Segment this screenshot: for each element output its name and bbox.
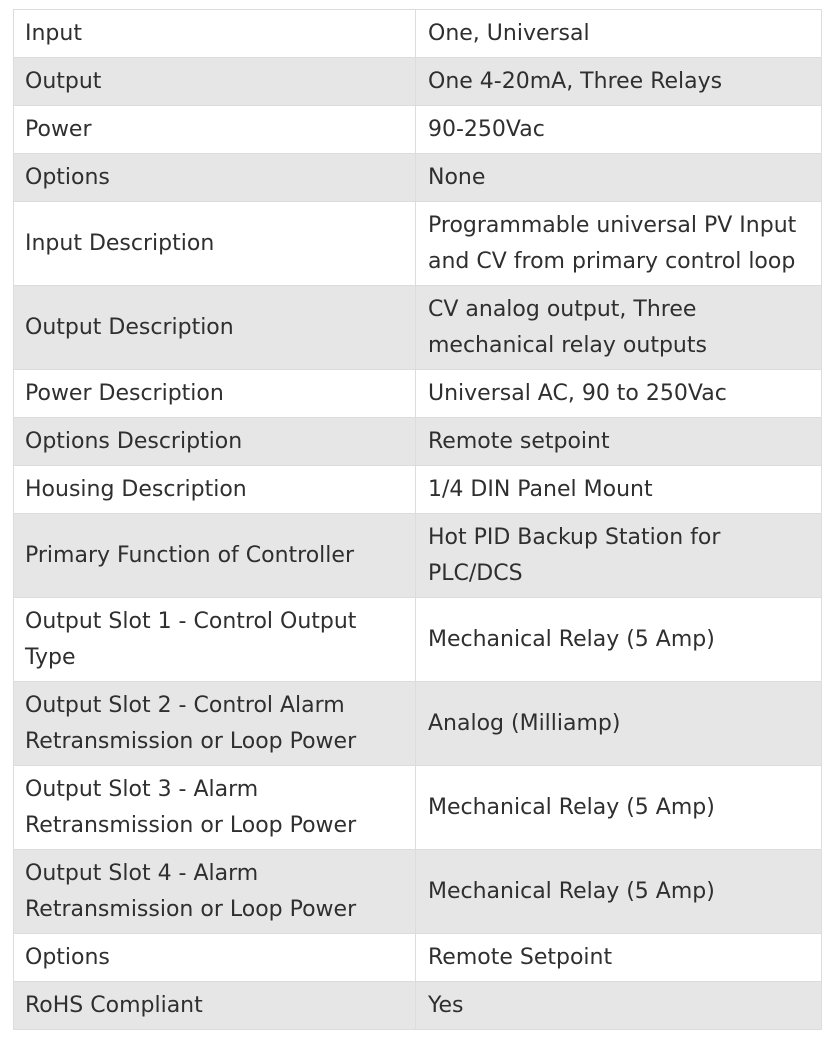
table-row bbox=[14, 58, 822, 106]
spec-label: Output Slot 4 - Alarm Retransmission or Loop Power bbox=[14, 850, 416, 934]
spec-label: Housing Description bbox=[14, 466, 416, 514]
spec-value: One 4-20mA, Three Relays bbox=[416, 58, 822, 106]
spec-label: Output bbox=[14, 58, 416, 106]
table-row bbox=[14, 934, 822, 982]
spec-value: Hot PID Backup Station for PLC/DCS bbox=[416, 514, 822, 598]
table-row bbox=[14, 982, 822, 1030]
table-row bbox=[14, 766, 822, 850]
spec-value: Remote setpoint bbox=[416, 418, 822, 466]
table-row bbox=[14, 850, 822, 934]
specifications-table bbox=[13, 9, 822, 1030]
table-row bbox=[14, 598, 822, 682]
spec-value: Remote Setpoint bbox=[416, 934, 822, 982]
spec-label: Options bbox=[14, 934, 416, 982]
spec-value: Analog (Milliamp) bbox=[416, 682, 822, 766]
spec-label: Output Slot 3 - Alarm Retransmission or Loop Power bbox=[14, 766, 416, 850]
spec-value: Yes bbox=[416, 982, 822, 1030]
spec-label: Primary Function of Controller bbox=[14, 514, 416, 598]
spec-label: Power Description bbox=[14, 370, 416, 418]
spec-label: Input Description bbox=[14, 202, 416, 286]
spec-value: Mechanical Relay (5 Amp) bbox=[416, 598, 822, 682]
spec-label: Options bbox=[14, 154, 416, 202]
table-row bbox=[14, 106, 822, 154]
spec-label: RoHS Compliant bbox=[14, 982, 416, 1030]
spec-value: Programmable universal PV Input and CV from primary control loop bbox=[416, 202, 822, 286]
table-row bbox=[14, 418, 822, 466]
spec-label: Options Description bbox=[14, 418, 416, 466]
table-row bbox=[14, 370, 822, 418]
spec-value: None bbox=[416, 154, 822, 202]
table-row bbox=[14, 466, 822, 514]
spec-value: CV analog output, Three mechanical relay outputs bbox=[416, 286, 822, 370]
spec-label: Output Description bbox=[14, 286, 416, 370]
table-row bbox=[14, 10, 822, 58]
spec-value: 1/4 DIN Panel Mount bbox=[416, 466, 822, 514]
spec-value: Universal AC, 90 to 250Vac bbox=[416, 370, 822, 418]
spec-label: Output Slot 1 - Control Output Type bbox=[14, 598, 416, 682]
spec-label: Output Slot 2 - Control Alarm Retransmission or Loop Power bbox=[14, 682, 416, 766]
table-row bbox=[14, 682, 822, 766]
spec-label: Power bbox=[14, 106, 416, 154]
spec-value: 90-250Vac bbox=[416, 106, 822, 154]
spec-value: Mechanical Relay (5 Amp) bbox=[416, 766, 822, 850]
table-row bbox=[14, 514, 822, 598]
spec-value: One, Universal bbox=[416, 10, 822, 58]
spec-label: Input bbox=[14, 10, 416, 58]
table-row bbox=[14, 154, 822, 202]
table-row bbox=[14, 286, 822, 370]
table-row bbox=[14, 202, 822, 286]
spec-value: Mechanical Relay (5 Amp) bbox=[416, 850, 822, 934]
